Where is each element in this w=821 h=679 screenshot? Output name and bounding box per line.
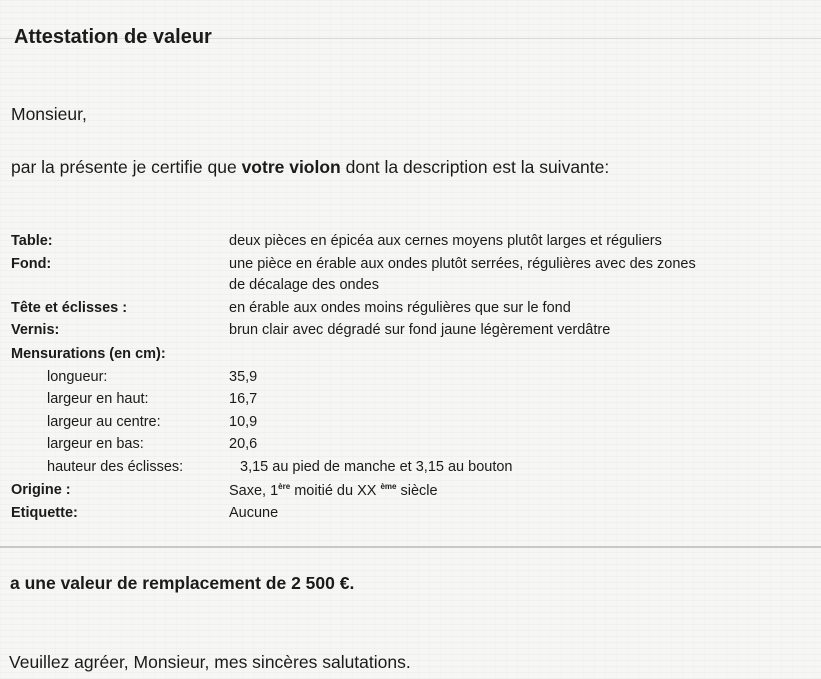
measure-value-longueur: 35,9 — [229, 369, 258, 385]
fond-label: Fond: — [11, 256, 52, 272]
measure-value-largeur-centre: 10,9 — [229, 414, 258, 430]
measure-value-hauteur-eclisses: 3,15 au pied de manche et 3,15 au bouton — [240, 459, 513, 475]
origine-sup1: ère — [278, 482, 291, 491]
origine-value — [229, 482, 438, 499]
vernis-value: brun clair avec dégradé sur fond jaune légèrement verdâtre — [229, 322, 611, 338]
fond-value-line2: de décalage des ondes — [229, 277, 379, 293]
document-title: Attestation de valeur — [14, 26, 212, 48]
etiquette-value: Aucune — [229, 505, 279, 521]
fond-value-line1: une pièce en érable aux ondes plutôt serrées, régulières avec des zones — [229, 256, 696, 272]
origine-label: Origine : — [11, 482, 71, 498]
scan-line-middle — [0, 546, 821, 548]
origine-part3: siècle — [396, 483, 438, 499]
vernis-label: Vernis: — [11, 322, 60, 338]
origine-part1: Saxe, 1 — [229, 483, 279, 499]
measure-label-hauteur-eclisses: hauteur des éclisses: — [47, 459, 184, 475]
intro-bold: votre violon — [241, 157, 341, 177]
intro-before: par la présente je certifie que — [11, 157, 242, 177]
tete-value: en érable aux ondes moins régulières que sur le fond — [229, 300, 571, 316]
measure-label-longueur: longueur: — [47, 369, 108, 385]
intro-after: dont la description est la suivante: — [340, 157, 610, 177]
greeting: Monsieur, — [11, 104, 87, 124]
mensurations-label: Mensurations (en cm): — [11, 346, 166, 362]
etiquette-label: Etiquette: — [11, 505, 78, 521]
tete-label: Tête et éclisses : — [11, 300, 128, 316]
origine-part2: moitié du XX — [290, 483, 381, 499]
table-value: deux pièces en épicéa aux cernes moyens plutôt larges et réguliers — [229, 233, 662, 249]
origine-sup2: ème — [380, 482, 397, 491]
measure-value-largeur-haut: 16,7 — [229, 391, 258, 407]
measure-label-largeur-bas: largeur en bas: — [47, 436, 144, 452]
intro-paragraph — [11, 157, 609, 178]
measure-label-largeur-centre: largeur au centre: — [47, 414, 161, 430]
closing-salutation: Veuillez agréer, Monsieur, mes sincères salutations. — [9, 652, 411, 672]
valuation-statement: a une valeur de remplacement de 2 500 €. — [10, 573, 355, 593]
table-label: Table: — [11, 233, 53, 249]
measure-value-largeur-bas: 20,6 — [229, 436, 258, 452]
measure-label-largeur-haut: largeur en haut: — [47, 391, 149, 407]
